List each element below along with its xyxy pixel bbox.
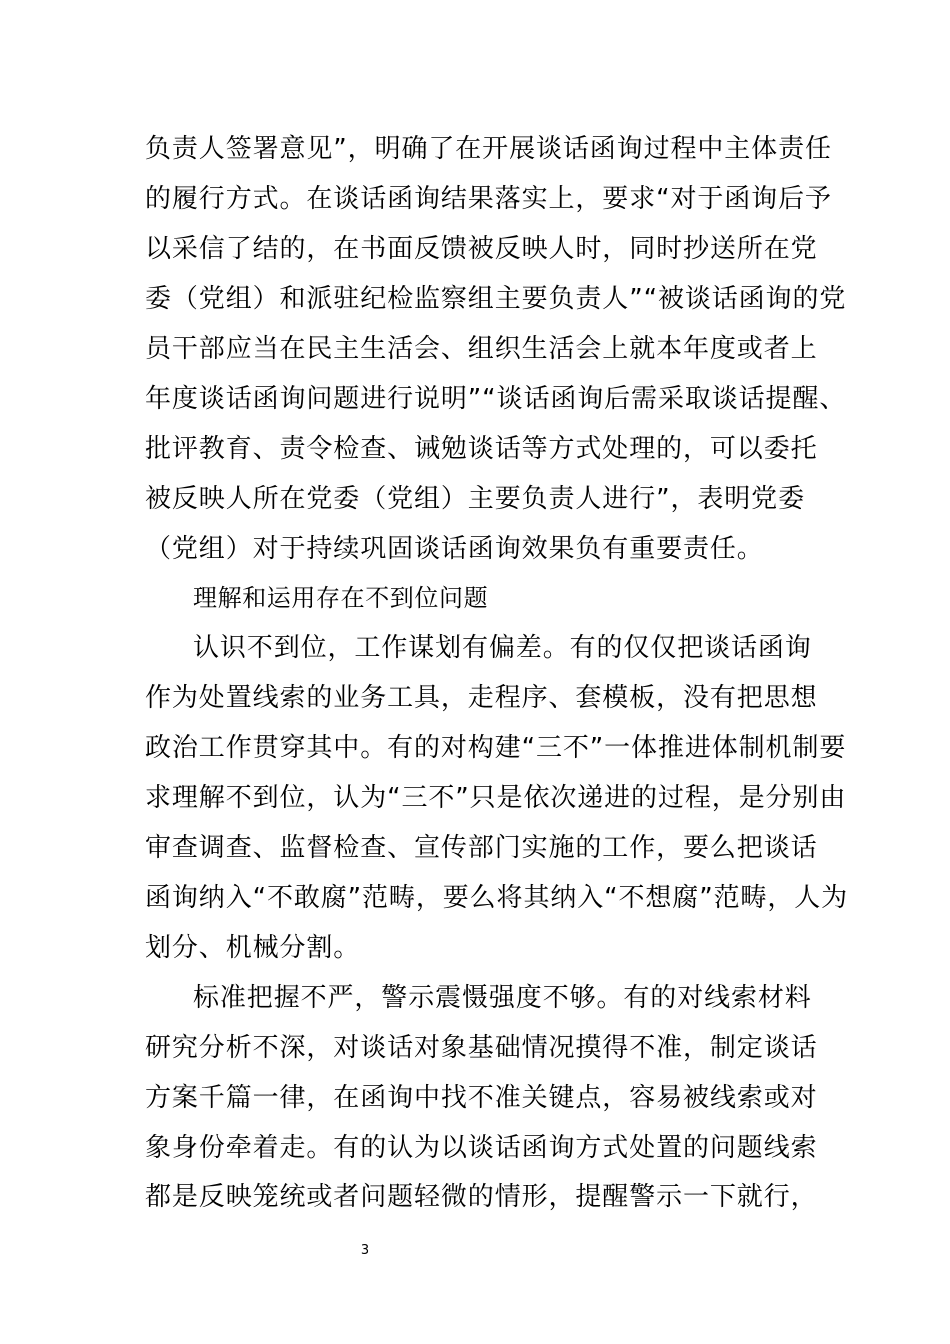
paragraph-3-line: 方案千篇一律，在函询中找不准关键点，容易被线索或对 xyxy=(145,1083,818,1113)
paragraph-3-line: 都是反映笼统或者问题轻微的情形，提醒警示一下就行， xyxy=(145,1182,818,1212)
page-number: 3 xyxy=(360,1243,370,1258)
paragraph-1-line: 批评教育、责令检查、诫勉谈话等方式处理的，可以委托 xyxy=(145,434,818,464)
paragraph-1-line: （党组）对于持续巩固谈话函询效果负有重要责任。 xyxy=(145,534,764,564)
paragraph-1-line: 年度谈话函询问题进行说明”“谈话函询后需采取谈话提醒、 xyxy=(145,384,847,414)
paragraph-2-line: 审查调查、监督检查、宣传部门实施的工作，要么把谈话 xyxy=(145,833,818,863)
paragraph-3-line: 标准把握不严，警示震慑强度不够。有的对线索材料 xyxy=(193,983,812,1013)
paragraph-1-line: 负责人签署意见”，明确了在开展谈话函询过程中主体责任 xyxy=(145,134,832,164)
paragraph-1-line: 以采信了结的，在书面反馈被反映人时，同时抄送所在党 xyxy=(145,234,818,264)
section-heading: 理解和运用存在不到位问题 xyxy=(193,584,489,612)
paragraph-2-line: 划分、机械分割。 xyxy=(145,933,361,963)
paragraph-2-line: 求理解不到位，认为“三不”只是依次递进的过程，是分别由 xyxy=(145,783,847,813)
paragraph-1-line: 被反映人所在党委（党组）主要负责人进行”，表明党委 xyxy=(145,484,805,514)
paragraph-2-line: 函询纳入“不敢腐”范畴，要么将其纳入“不想腐”范畴，人为 xyxy=(145,883,849,913)
paragraph-2-line: 作为处置线索的业务工具，走程序、套模板，没有把思想 xyxy=(145,683,818,713)
paragraph-3-line: 研究分析不深，对谈话对象基础情况摸得不准，制定谈话 xyxy=(145,1033,818,1063)
paragraph-3-line: 象身份牵着走。有的认为以谈话函询方式处置的问题线索 xyxy=(145,1133,818,1163)
paragraph-1-line: 员干部应当在民主生活会、组织生活会上就本年度或者上 xyxy=(145,334,818,364)
paragraph-2-line: 认识不到位，工作谋划有偏差。有的仅仅把谈话函询 xyxy=(193,633,812,663)
paragraph-1-line: 的履行方式。在谈话函询结果落实上，要求“对于函询后予 xyxy=(145,184,832,214)
paragraph-2-line: 政治工作贯穿其中。有的对构建“三不”一体推进体制机制要 xyxy=(145,733,847,763)
paragraph-1-line: 委（党组）和派驻纪检监察组主要负责人”“被谈话函询的党 xyxy=(145,284,847,314)
